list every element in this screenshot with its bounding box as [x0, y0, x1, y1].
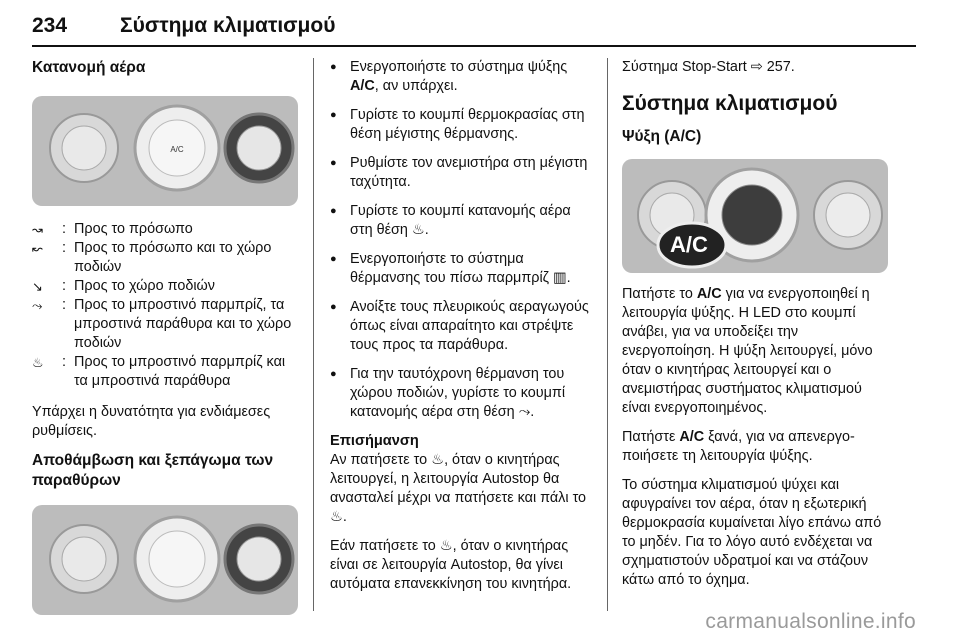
cross-reference: Σύστημα Stop-Start ⇨ 257.: [622, 59, 795, 75]
list-item: ● Ρυθμίστε τον ανεμιστήρα στη μέγιστη ταχύτητα.: [330, 154, 596, 192]
face-vent-icon: ↝: [32, 222, 43, 237]
ac-button-photo: [622, 159, 888, 273]
header-rule: [32, 45, 916, 47]
legend-row: ↝ : Προς το πρόσωπο: [32, 221, 193, 237]
legend-row: ♨ : Προς το μπροστινό παρμπρίζ και τα μπροστινά παράθυρα: [32, 354, 286, 389]
windshield-foot-vent-icon: ⤳: [518, 404, 531, 420]
windshield-defrost-icon: ♨: [330, 509, 343, 525]
list-item: ● Γυρίστε το κουμπί θερμοκρασίας στη θέση μέγιστης θέρμανσης.: [330, 106, 596, 144]
column-divider: [607, 58, 608, 611]
climate-controls-photo: [32, 96, 298, 206]
foot-vent-icon: ↘: [32, 279, 43, 294]
defrost-steps-list: [330, 58, 596, 422]
heading-climate-control: Σύστημα κλιματισμού: [622, 92, 838, 115]
body-paragraph: Πατήστε A/C ξανά, για να απενεργοποιήσετε τη λειτουργία ψύξης.: [622, 429, 855, 464]
column-3: [622, 58, 888, 600]
air-distribution-legend: [32, 220, 298, 391]
legend-row: ↘ : Προς το χώρο ποδιών: [32, 278, 215, 294]
intermediate-settings-note: Υπάρχει η δυνατότητα για ενδιάμεσες ρυθμίσεις.: [32, 404, 271, 439]
body-paragraph: Το σύστημα κλιματισμού ψύχει και αφυγραίνει τον αέρα, όταν η εξωτερική θερμοκρασία κυμαίνεται λίγο επάνω από το μηδέν. Για το λόγο αυτό ενδέχεται να σχηματιστούν υδρατμοί και να στάζουν κάτω από το όχημα.: [622, 477, 882, 588]
face-foot-vent-icon: ↜: [32, 241, 43, 256]
windshield-foot-vent-icon: ⤳: [32, 298, 43, 313]
list-item: ● Για την ταυτόχρονη θέρμανση του χώρου ποδιών, γυρίστε το κουμπί κατανομής αέρα στη θέση ⤳.: [330, 365, 596, 422]
legend-row: ↜ : Προς το πρόσωπο και το χώρο ποδιών: [32, 240, 272, 275]
note-paragraph: Αν πατήσετε το ♨, όταν ο κινητήρας λειτουργεί, η λειτουργία Autostop θα ανασταλεί μέχρι να πατήσετε και πάλι το ♨.: [330, 452, 587, 525]
note-paragraph: Εάν πατήσετε το ♨, όταν ο κινητήρας είναι σε λειτουργία Autostop, θα γίνει αυτόματα επανεκκίνηση του κινητήρα.: [330, 538, 572, 592]
page-number: 234: [32, 14, 68, 37]
section-title: Σύστημα κλιματισμού: [120, 14, 336, 37]
list-item: ● Ενεργοποιήστε το σύστημα ψύξης A/C, αν υπάρχει.: [330, 58, 596, 96]
list-item: ● Ανοίξτε τους πλευρικούς αεραγωγούς όπως είναι απαραίτητο και στρέψτε τους προς τα παράθυρα.: [330, 298, 596, 355]
legend-row: ⤳ : Προς το μπροστινό παρμπρίζ, τα μπροστινά παράθυρα και το χώρο ποδιών: [32, 297, 292, 351]
svg-text:A/C: A/C: [170, 145, 184, 154]
windshield-defrost-icon: ♨: [431, 452, 445, 468]
windshield-defrost-icon: ♨: [32, 355, 44, 370]
heading-cooling: Ψύξη (A/C): [622, 128, 702, 145]
column-2: [330, 58, 596, 604]
ac-badge: A/C: [670, 232, 708, 257]
list-item: ● Γυρίστε το κουμπί κατανομής αέρα στη θέση ♨.: [330, 202, 596, 240]
heading-air-distribution: Κατανομή αέρα: [32, 59, 146, 76]
column-1: [32, 58, 298, 615]
watermark: carmanualsonline.info: [705, 610, 916, 633]
note-title: Επισήμανση: [330, 433, 419, 449]
body-paragraph: Πατήστε το A/C για να ενεργοποιηθεί η λειτουργία ψύξης. Η LED στο κουμπί ανάβει, για να υποδείξει την ενεργοποίηση. Η ψύξη λειτουργεί, μόνο όταν ο κινητήρας λειτουργεί και ο ανεμιστήρας συστήματος κλιματισμού είναι ενεργοποιημένος.: [622, 286, 873, 416]
rear-window-heater-icon: ▥: [553, 270, 567, 286]
windshield-defrost-icon: ♨: [411, 222, 425, 238]
list-item: ● Ενεργοποιήστε το σύστημα θέρμανσης του πίσω παρμπρίζ ▥.: [330, 250, 596, 288]
defrost-controls-photo: [32, 505, 298, 615]
page-header: [32, 14, 335, 38]
page-ref-arrow-icon: ⇨: [750, 59, 763, 75]
heading-defog-defrost: Αποθάμβωση και ξεπάγωμα των παραθύρων: [32, 452, 274, 489]
windshield-defrost-icon: ♨: [439, 538, 453, 554]
column-divider: [313, 58, 314, 611]
